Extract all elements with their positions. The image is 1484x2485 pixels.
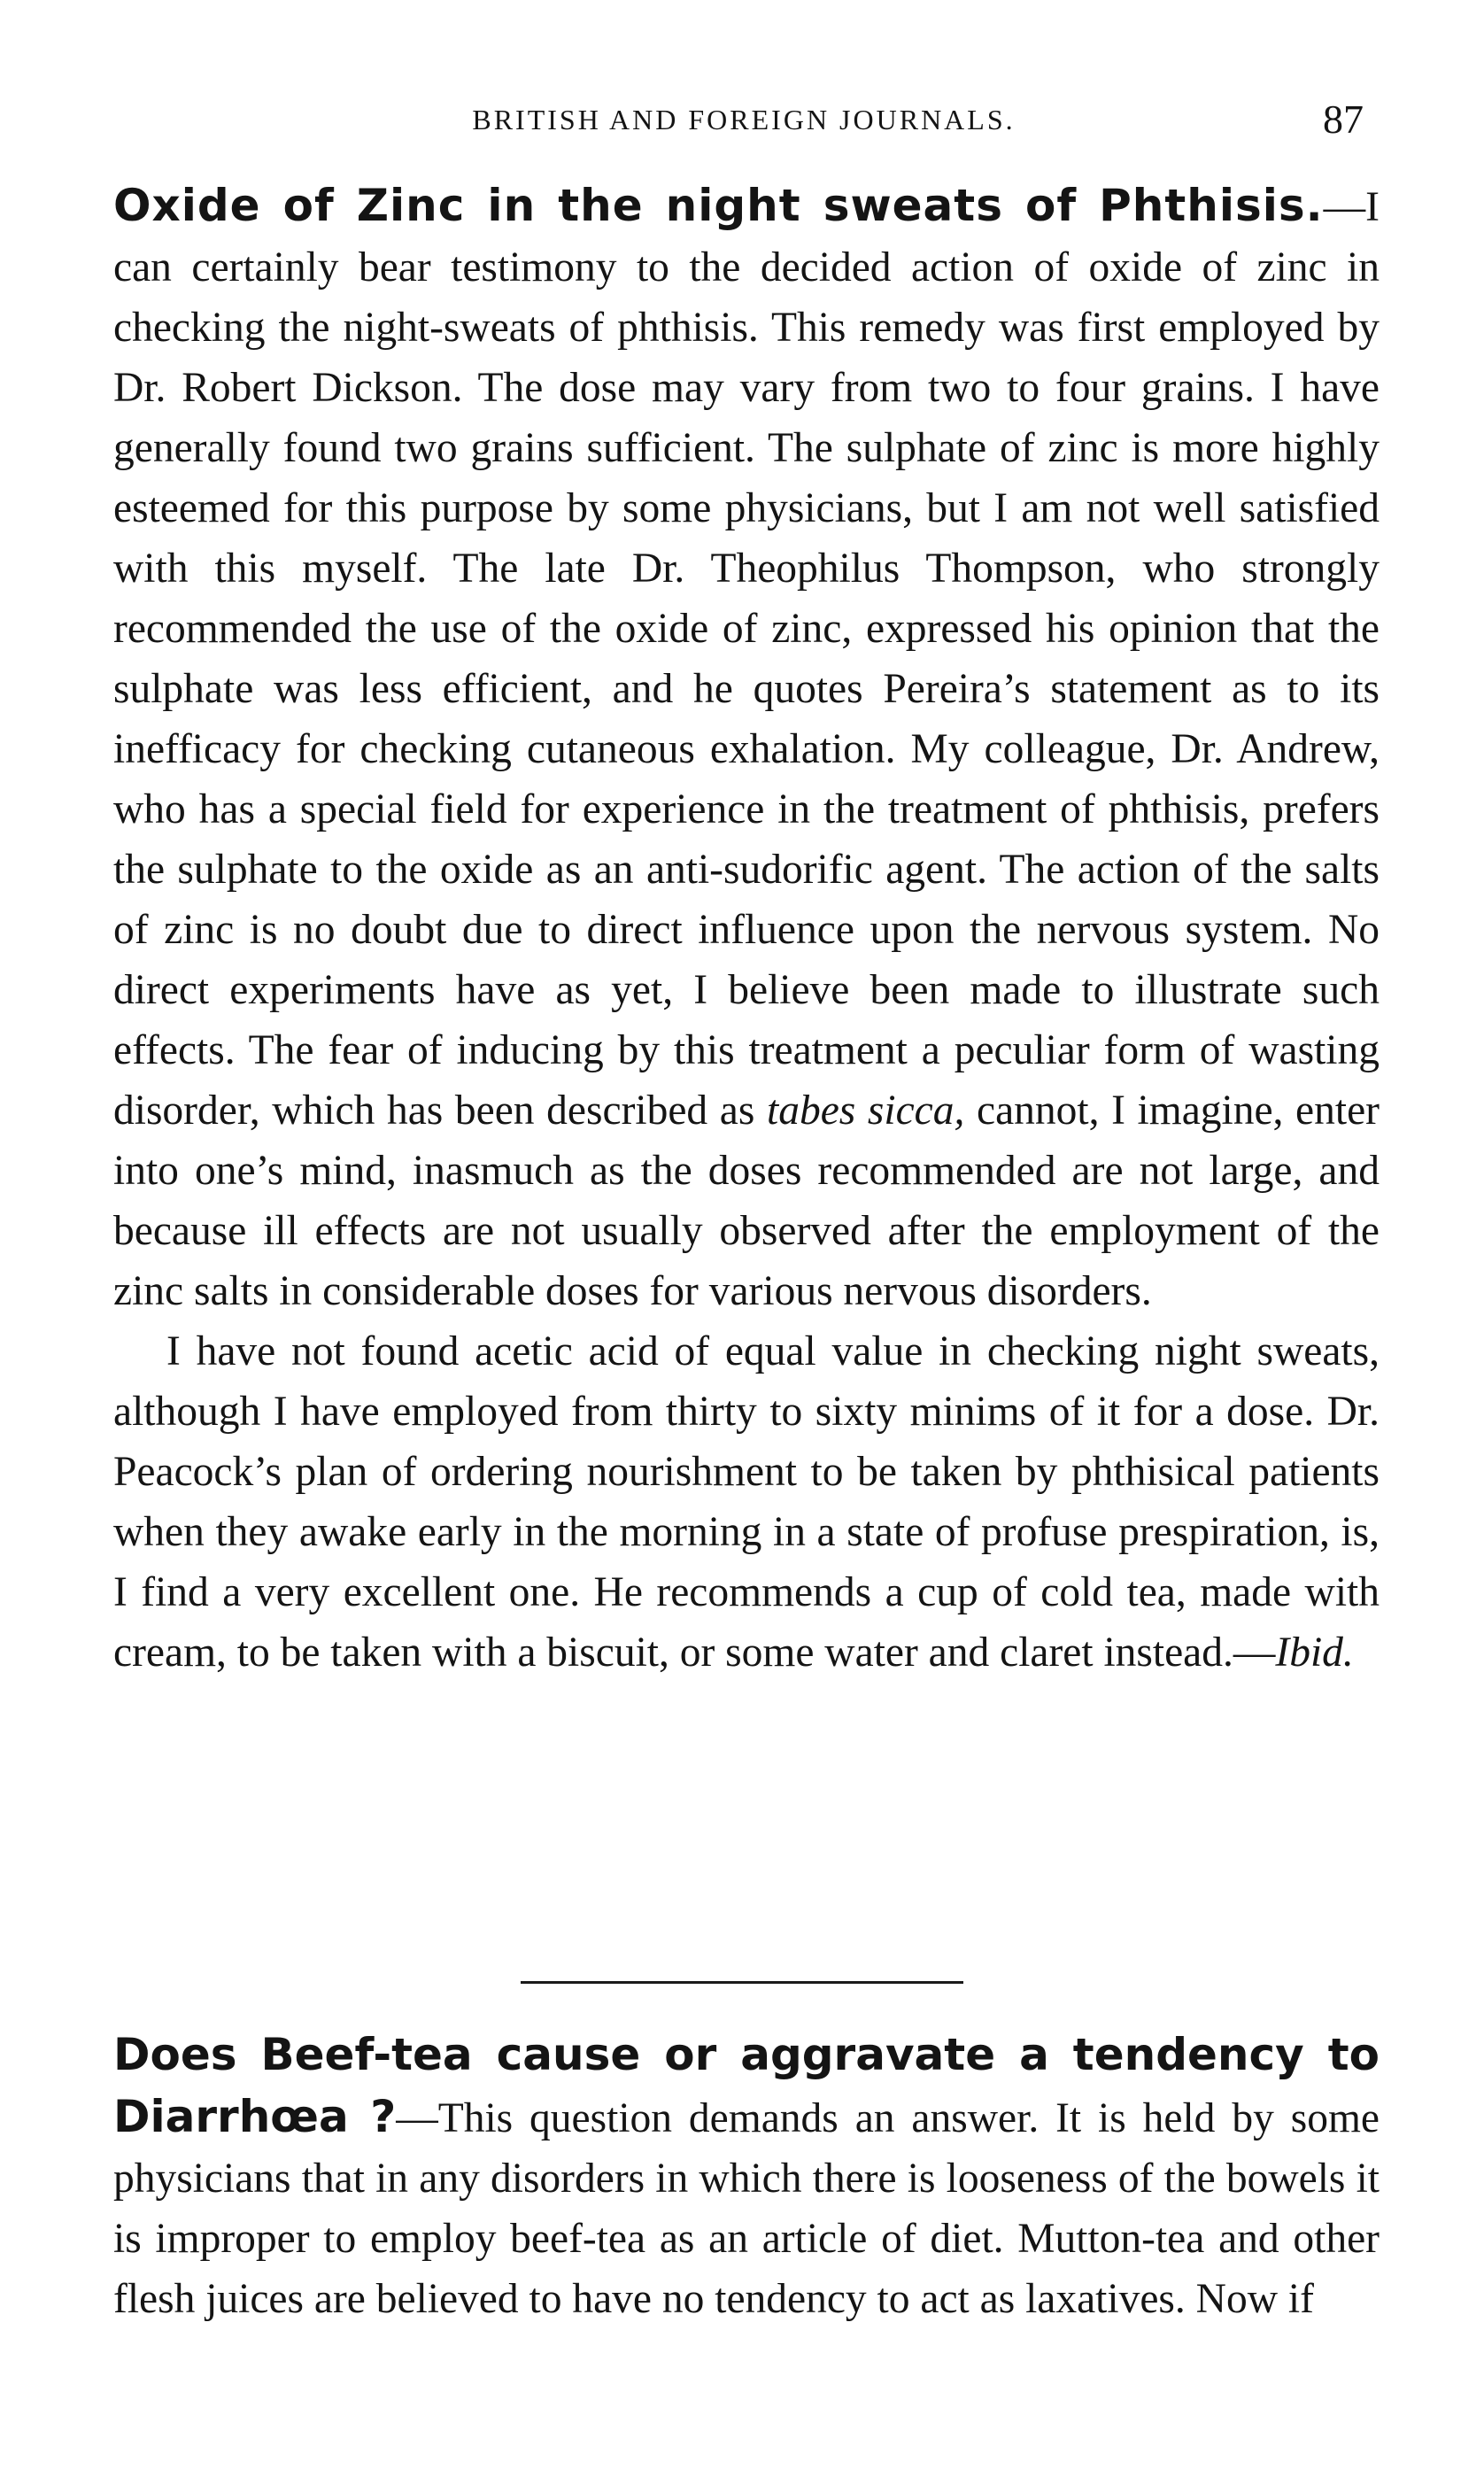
page-number: 87	[1323, 97, 1364, 142]
article-1-text: —I can certainly bear testimony to the decided action of oxide of zinc in checking the night-sweats of phthisis. This remedy was first employed by Dr. Robert Dickson. The dose may vary from two to four grains. I have generally found two grains sufficient. The sulphate of zinc is more highly esteemed for this purpose by some physicians, but I am not well satisfied with this myself. The late Dr. Theophilus Thompson, who strongly recommended the use of the oxide of zinc, expressed his opinion that the sulphate was less efficient, and he quotes Pereira’s statement as to its inefficacy for checking cutaneous exhalation. My colleague, Dr. Andrew, who has a special field for experience in the treatment of phthisis, prefers the sulphate to the oxide as an anti-sudorific agent. The action of the salts of zinc is no doubt due to direct influence upon the nervous system. No direct experiments have as yet, I believe been made to illustrate such effects. The fear of inducing by this treatment a peculiar form of wasting disorder, which has been described as	[113, 184, 1380, 1134]
article-beef-tea	[113, 2024, 1380, 2329]
article-2-text: —This question demands an answer. It is held by some physicians that in any disorders in which there is looseness of the bowels it is improper to employ beef-tea as an article of diet. Mutton-tea and other flesh juices are believed to have no tendency to act as laxatives. Now if	[113, 2095, 1380, 2322]
article-1-source: Ibid.	[1275, 1630, 1354, 1676]
article-2-heading: Does Beef-tea cause or aggravate a tendency to Diarrhœa ?	[113, 2029, 1380, 2142]
article-1-heading: Oxide of Zinc in the night sweats of Phthisis.	[113, 180, 1324, 231]
running-title: BRITISH AND FOREIGN JOURNALS.	[472, 104, 1016, 135]
section-divider	[521, 1981, 963, 1984]
article-1-paragraph-1	[113, 175, 1380, 1321]
article-oxide-of-zinc	[113, 175, 1380, 1683]
article-1-paragraph-2-text: I have not found acetic acid of equal value in checking night sweats, although I have employed from thirty to sixty minims of it for a dose. Dr. Peacock’s plan of ordering nourishment to be taken by phthisical patients when they awake early in the morning in a state of profuse prespiration, is, I find a very excellent one. He recommends a cup of cold tea, made with cream, to be taken with a biscuit, or some water and claret instead.—	[113, 1328, 1380, 1676]
article-1-text-end: cannot, I imagine, enter into one’s mind, inasmuch as the doses recommended are not large, and because ill effects are not usually observed after the employment of the zinc salts in considerable doses for various nervous disorders.	[113, 1088, 1380, 1314]
article-1-paragraph-2	[113, 1321, 1380, 1683]
article-2-paragraph	[113, 2024, 1380, 2329]
article-1-italic-term: tabes sicca,	[767, 1088, 965, 1134]
running-head	[115, 89, 1372, 151]
